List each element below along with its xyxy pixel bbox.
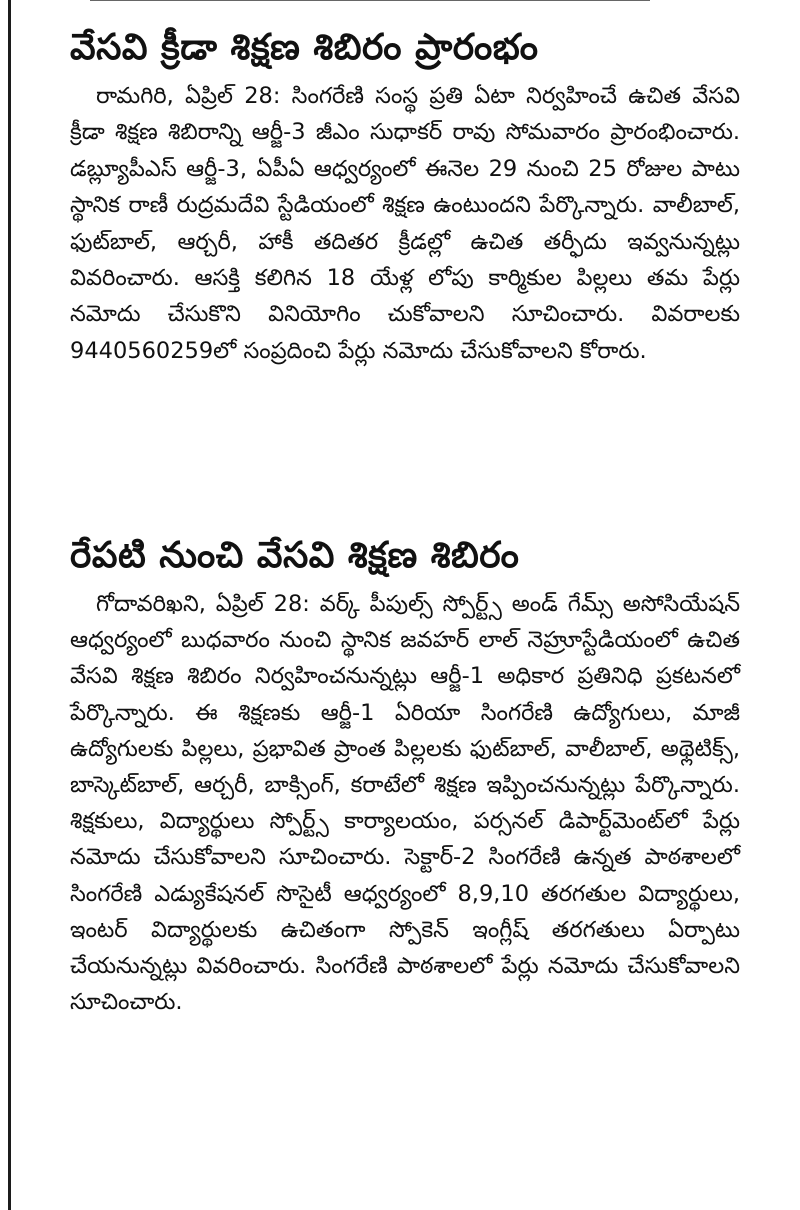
- headline: రేపటి నుంచి వేసవి శిక్షణ శిబిరం: [70, 535, 520, 576]
- headline: వేసవి క్రీడా శిక్షణ శిబిరం ప్రారంభం: [70, 27, 539, 68]
- clipped-previous-text: [90, 0, 690, 10]
- article-summer-sports-camp-launch: [70, 24, 740, 369]
- column-rule: [8, 0, 11, 1210]
- article-body: గోదావరిఖని, ఏప్రిల్ 28: వర్క్ పీపుల్స్ స్పోర్ట్స్ అండ్ గేమ్స్ అసోసియేషన్ ఆధ్వర్యంలో బుధవారం నుంచి స్థానిక జవహర్ లాల్ నెహ్రూస్టేడియంలో ఉచిత వేసవి శిక్షణ శిబిరం నిర్వహించనున్నట్లు ఆర్జీ-1 అధికార ప్రతినిధి ప్రకటనలో పేర్కొన్నారు. ఈ శిక్షణకు ఆర్జీ-1 ఏరియా సింగరేణి ఉద్యోగులు, మాజీ ఉద్యోగులకు పిల్లలు, ప్రభావిత ప్రాంత పిల్లలకు ఫుట్‌బాల్, వాలీబాల్, అథ్లెటిక్స్, బాస్కెట్‌బాల్, ఆర్చరీ, బాక్సింగ్, కరాటేలో శిక్షణ ఇప్పించనున్నట్లు పేర్కొన్నారు. శిక్షకులు, విద్యార్థులు స్పోర్ట్స్ కార్యాలయం, పర్సనల్ డిపార్ట్‌మెంట్‌లో పేర్లు నమోదు చేసుకోవాలని సూచించారు. సెక్టార్-2 సింగరేణి ఉన్నత పాఠశాలలో సింగరేణి ఎడ్యుకేషనల్ సొసైటీ ఆధ్వర్యంలో 8,9,10 తరగతుల విద్యార్థులు, ఇంటర్ విద్యార్థులకు ఉచితంగా స్పోకెన్ ఇంగ్లీష్ తరగతులు ఏర్పాటు చేయనున్నట్లు వివరించారు. సింగరేణి పాఠశాలలో పేర్లు నమోదు చేసుకోవాలని సూచించారు.: [70, 591, 740, 1016]
- clipped-next-text: [90, 1200, 710, 1210]
- article-body: రామగిరి, ఏప్రిల్ 28: సింగరేణి సంస్థ ప్రతి ఏటా నిర్వహించే ఉచిత వేసవి క్రీడా శిక్షణ శిబిరాన్ని ఆర్జీ-3 జీఎం సుధాకర్ రావు సోమవారం ప్రారంభించారు. డబ్ల్యూపీఎస్ ఆర్జీ-3, ఏపీఏ ఆధ్వర్యంలో ఈనెల 29 నుంచి 25 రోజుల పాటు స్థానిక రాణీ రుద్రమదేవి స్టేడియంలో శిక్షణ ఉంటుందని పేర్కొన్నారు. వాలీబాల్, ఫుట్‌బాల్, ఆర్చరీ, హాకీ తదితర క్రీడల్లో ఉచిత తర్ఫీదు ఇవ్వనున్నట్లు వివరించారు. ఆసక్తి కలిగిన 18 యేళ్ల లోపు కార్మికుల పిల్లలు తమ పేర్లు నమోదు చేసుకొని వినియోగిం చుకోవాలని సూచించారు. వివరాలకు 9440560259లో సంప్రదించి పేర్లు నమోదు చేసుకోవాలని కోరారు.: [70, 83, 740, 364]
- article-summer-training-camp-tomorrow: [70, 532, 740, 1020]
